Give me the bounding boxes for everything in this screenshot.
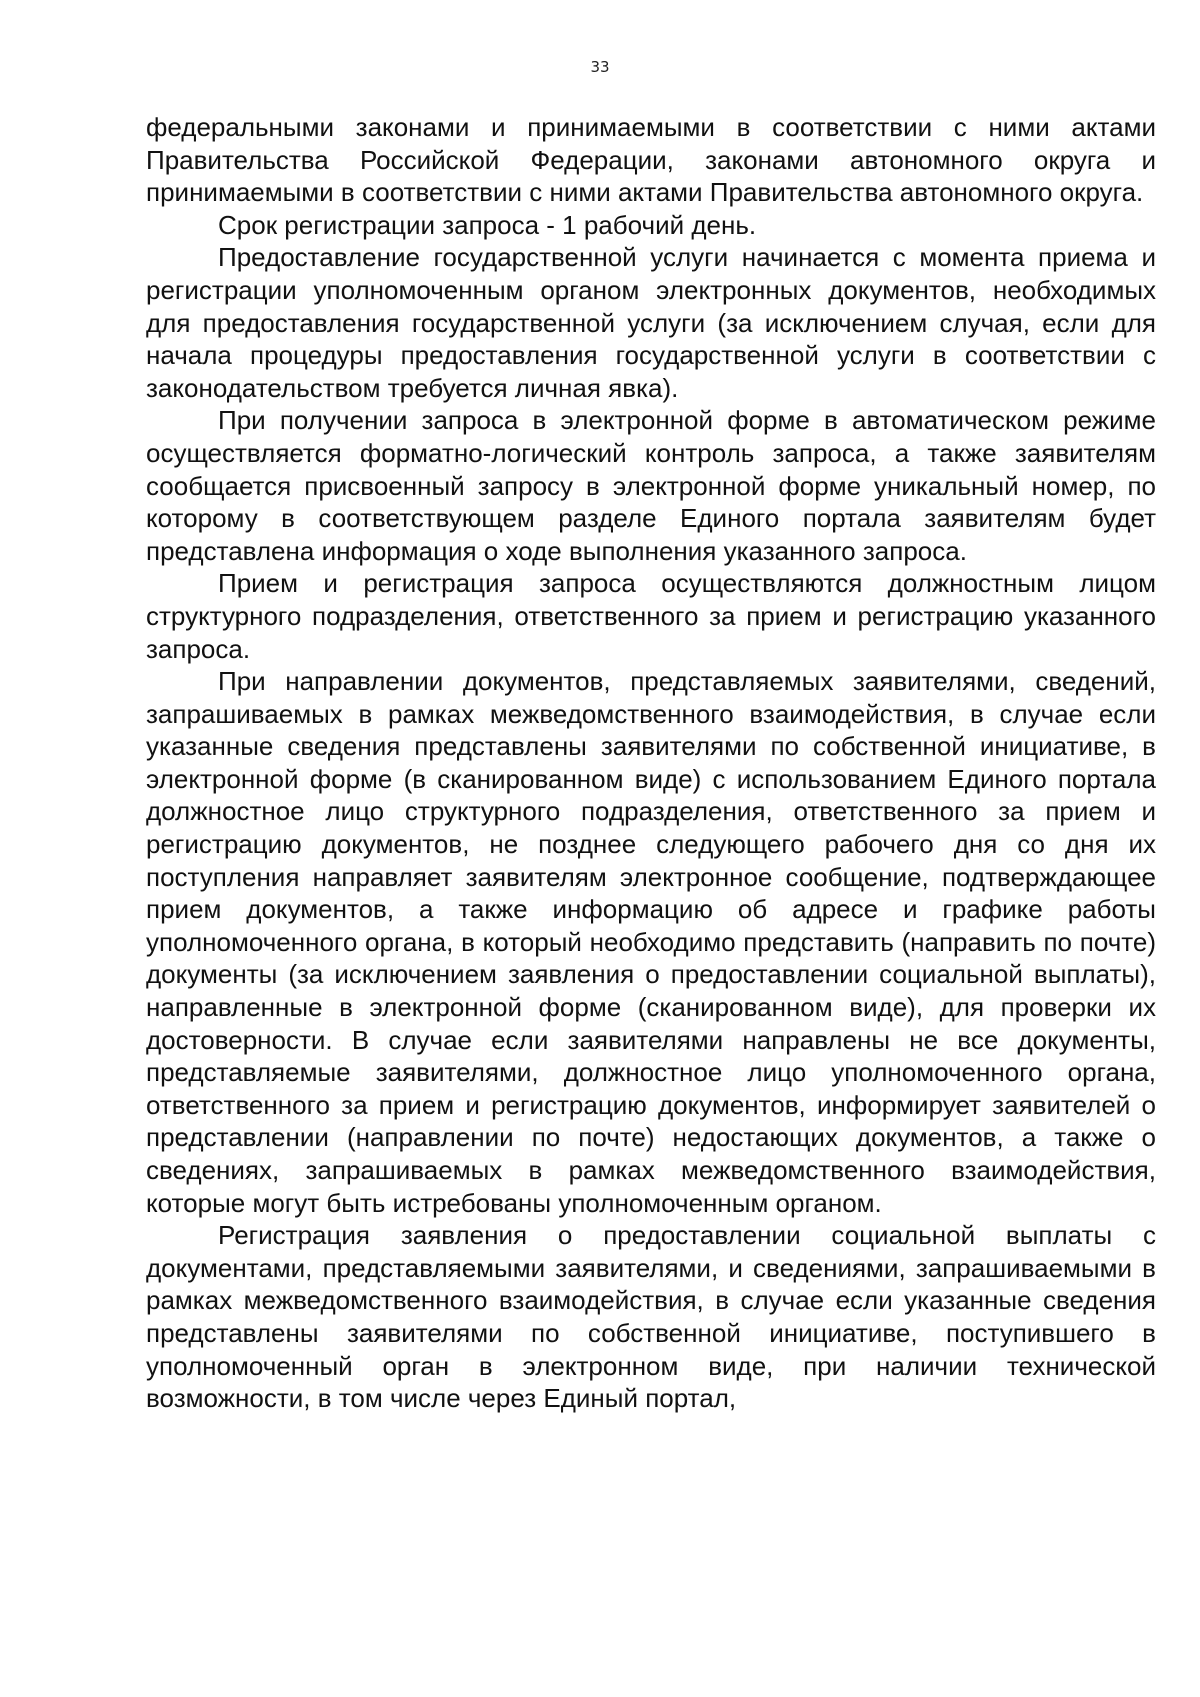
paragraph-service-start: Предоставление государственной услуги начинается с момента приема и регистрации уполномоченным органом электронных документов, необходимых для предоставления государственной услуги (за исключением случая, если для начала процедуры предоставления государственной услуги в соответствии с законодательством требуется личная явка). bbox=[146, 242, 1156, 403]
paragraph-application-registration: Регистрация заявления о предоставлении социальной выплаты с документами, представляемыми заявителями, и сведениями, запрашиваемыми в рамках межведомственного взаимодействия, в случае если указанные сведения представлены заявителями по собственной инициативе, поступившего в уполномоченный орган в электронном виде, при наличии технической возможности, в том числе через Единый портал, bbox=[146, 1220, 1156, 1414]
document-body bbox=[146, 111, 1156, 1415]
page-number: 33 bbox=[590, 58, 610, 76]
paragraph-continuation: федеральными законами и принимаемыми в соответствии с ними актами Правительства Российской Федерации, законами автономного округа и принимаемыми в соответствии с ними актами Правительства автономного округа. bbox=[146, 112, 1156, 208]
paragraph-reception-registration: Прием и регистрация запроса осуществляются должностным лицом структурного подразделения, ответственного за прием и регистрацию указанного запроса. bbox=[146, 568, 1156, 664]
paragraph-documents-submission: При направлении документов, представляемых заявителями, сведений, запрашиваемых в рамках межведомственного взаимодействия, в случае если указанные сведения представлены заявителями по собственной инициативе, в электронной форме (в сканированном виде) с использованием Единого портала должностное лицо структурного подразделения, ответственного за прием и регистрацию документов, не позднее следующего рабочего дня со дня их поступления направляет заявителям электронное сообщение, подтверждающее прием документов, а также информацию об адресе и графике работы уполномоченного органа, в который необходимо представить (направить по почте) документы (за исключением заявления о предоставлении социальной выплаты), направленные в электронной форме (сканированном виде), для проверки их достоверности. В случае если заявителями направлены не все документы, представляемые заявителями, должностное лицо уполномоченного органа, ответственного за прием и регистрацию документов, информирует заявителей о представлении (направлении по почте) недостающих документов, а также о сведениях, запрашиваемых в рамках межведомственного взаимодействия, которые могут быть истребованы уполномоченным органом. bbox=[146, 666, 1156, 1218]
paragraph-registration-term: Срок регистрации запроса - 1 рабочий день. bbox=[218, 209, 757, 240]
paragraph-electronic-request: При получении запроса в электронной форме в автоматическом режиме осуществляется форматно-логический контроль запроса, а также заявителям сообщается присвоенный запросу в электронной форме уникальный номер, по которому в соответствующем разделе Единого портала заявителям будет представлена информация о ходе выполнения указанного запроса. bbox=[146, 405, 1156, 566]
